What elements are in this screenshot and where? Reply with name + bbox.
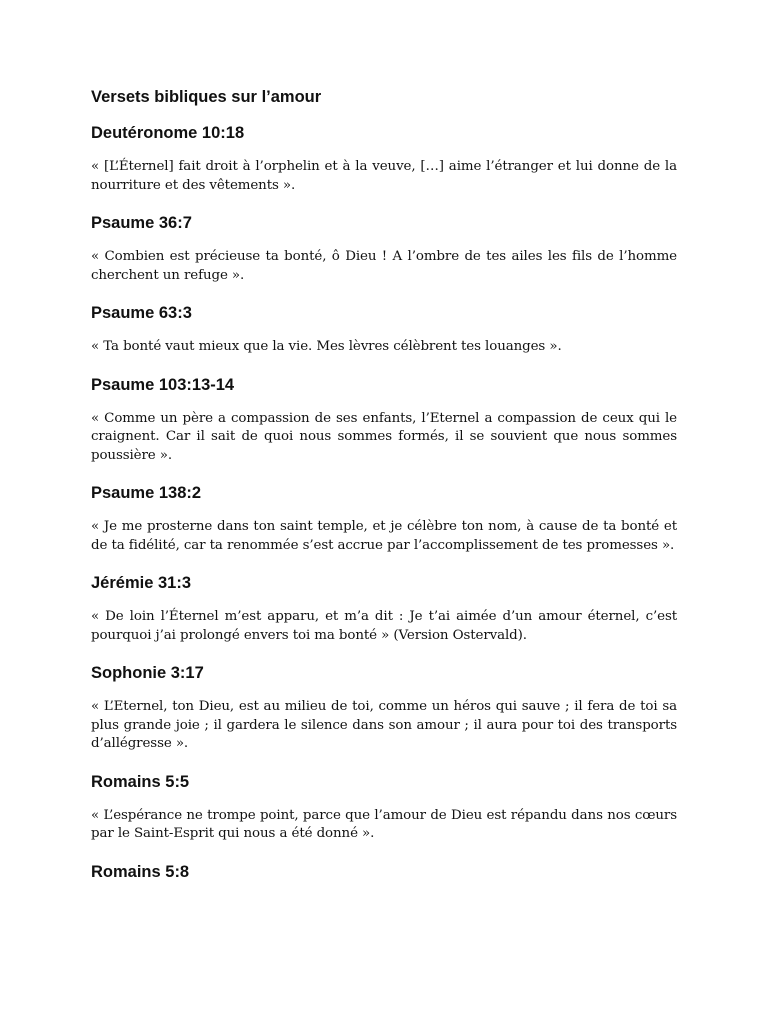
verse-section-psaume-36-7 xyxy=(91,212,677,285)
verse-section-psaume-138-2 xyxy=(91,482,677,555)
verse-text: « Je me prosterne dans ton saint temple, et je célèbre ton nom, à cause de ta bonté et de ta fidélité, car ta renommée s’est accrue par l’accomplissement de tes promesses ». xyxy=(91,519,677,553)
verse-section-jeremie-31-3 xyxy=(91,572,677,645)
document-title: Versets bibliques sur l’amour xyxy=(91,88,322,106)
verse-reference: Jérémie 31:3 xyxy=(91,574,191,592)
verse-text: « Comme un père a compassion de ses enfants, l’Eternel a compassion de ceux qui le craignent. Car il sait de quoi nous sommes formés, il se souvient que nous sommes poussière ». xyxy=(91,410,677,463)
verse-section-romains-5-5 xyxy=(91,771,677,844)
verse-text: « [L’Éternel] fait droit à l’orphelin et à la veuve, […] aime l’étranger et lui donne de la nourriture et des vêtements ». xyxy=(91,159,677,193)
verse-section-deuteronome-10-18 xyxy=(91,122,677,195)
verse-text: « De loin l’Éternel m’est apparu, et m’a dit : Je t’ai aimée d’un amour éternel, c’est pourquoi j’ai prolongé envers toi ma bonté » (Version Ostervald). xyxy=(91,609,677,643)
verse-reference: Romains 5:8 xyxy=(91,862,190,881)
verse-reference: Psaume 36:7 xyxy=(91,214,192,232)
verse-section-psaume-63-3 xyxy=(91,302,677,357)
verse-reference: Psaume 63:3 xyxy=(91,304,192,322)
verse-text: « Combien est précieuse ta bonté, ô Dieu ! A l’ombre de tes ailes les fils de l’homme cherchent un refuge ». xyxy=(91,249,677,283)
verse-text: « L’espérance ne trompe point, parce que l’amour de Dieu est répandu dans nos cœurs par le Saint-Esprit qui nous a été donné ». xyxy=(91,807,677,841)
verse-section-romains-5-8 xyxy=(91,861,677,883)
verse-section-sophonie-3-17 xyxy=(91,662,677,754)
verse-reference: Sophonie 3:17 xyxy=(91,664,204,682)
verse-text: « Ta bonté vaut mieux que la vie. Mes lèvres célèbrent tes louanges ». xyxy=(91,339,562,354)
verse-section-psaume-103-13-14 xyxy=(91,374,677,466)
verse-reference: Psaume 138:2 xyxy=(91,484,202,502)
verse-reference: Romains 5:5 xyxy=(91,772,190,791)
verse-reference: Psaume 103:13-14 xyxy=(91,375,235,394)
document-page xyxy=(91,86,677,897)
verse-text: « L’Eternel, ton Dieu, est au milieu de toi, comme un héros qui sauve ; il fera de toi sa plus grande joie ; il gardera le silence dans son amour ; il aura pour toi des transports d’allégresse ». xyxy=(91,699,677,751)
verse-reference: Deutéronome 10:18 xyxy=(91,124,245,142)
